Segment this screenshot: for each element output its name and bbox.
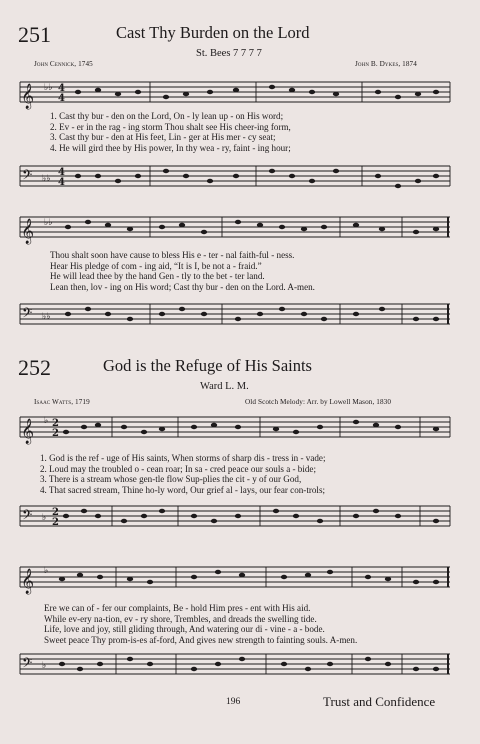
svg-text:𝄞: 𝄞 — [21, 569, 35, 594]
verse-line: Life, love and joy, still gliding through, And watering our di - vine - a - bode. — [44, 624, 325, 634]
verse-line: While ev-ery na-tion, ev - ry shore, Trembles, and dreads the swelling tide. — [44, 613, 317, 624]
verse-line: 2. Ev - er in the rag - ing storm Thou shalt see His cheer-ing form, — [50, 121, 291, 132]
music-staff-treble — [0, 405, 480, 449]
svg-text:𝄢: 𝄢 — [22, 655, 33, 674]
verse-lines — [50, 111, 291, 153]
music-staff-treble — [0, 555, 480, 599]
verse-line: 4. He will gird thee by His power, In thy wea - ry, faint - ing hour; — [50, 142, 291, 153]
svg-text:2: 2 — [52, 428, 59, 439]
svg-text:𝄞: 𝄞 — [21, 219, 35, 244]
music-staff-bass — [0, 648, 480, 688]
verse-lines — [40, 453, 325, 495]
music-staff-bass — [0, 160, 480, 200]
tune-name: Ward L. M. — [200, 381, 249, 392]
svg-text:♭♭: ♭♭ — [44, 218, 53, 228]
svg-text:2: 2 — [52, 517, 59, 528]
verse-line: 2. Loud may the troubled o - cean roar; In sa - cred peace our souls a - bide; — [40, 463, 316, 474]
svg-text:𝄢: 𝄢 — [22, 507, 33, 526]
section-title: Trust and Confidence — [323, 694, 436, 709]
svg-text:4: 4 — [58, 167, 65, 178]
svg-text:𝄞: 𝄞 — [21, 419, 35, 444]
composer-credit: John B. Dykes, 1874 — [355, 60, 417, 68]
verse-line: 1. Cast thy bur - den on the Lord, On - ly lean up - on His word; — [50, 111, 284, 121]
svg-text:𝄞: 𝄞 — [21, 84, 35, 109]
music-staff-treble — [0, 205, 480, 249]
svg-text:𝄢: 𝄢 — [22, 305, 33, 324]
svg-text:♭♭: ♭♭ — [44, 83, 53, 93]
verse-lines — [50, 250, 315, 292]
svg-text:♭: ♭ — [42, 513, 47, 523]
hymn-number: 252 — [18, 355, 51, 380]
verse-lines — [44, 603, 357, 645]
music-staff-bass — [0, 298, 480, 338]
svg-text:𝄢: 𝄢 — [22, 167, 33, 186]
svg-text:4: 4 — [58, 83, 65, 94]
verse-line: Ere we can of - fer our complaints, Be - hold Him pres - ent with His aid. — [44, 603, 311, 613]
hymn-title: Cast Thy Burden on the Lord — [116, 23, 310, 42]
tune-name: St. Bees 7 7 7 7 — [196, 48, 262, 59]
verse-line: 3. There is a stream whose gen-tle flow Sup-plies the cit - y of our God, — [40, 474, 302, 484]
verse-line: Lean then, lov - ing on His word; Cast thy bur - den on the Lord. A-men. — [50, 281, 315, 292]
svg-text:2: 2 — [52, 507, 59, 518]
page-number: 196 — [226, 697, 241, 707]
verse-line: 3. Cast thy bur - den at His feet, Lin - ger at His mer - cy seat; — [50, 132, 276, 142]
verse-line: He will lead thee by the hand Gen - tly to the bet - ter land. — [50, 271, 265, 281]
music-staff-bass — [0, 500, 480, 540]
verse-line: 1. God is the ref - uge of His saints, When storms of sharp dis - tress in - vade; — [40, 453, 326, 463]
svg-text:2: 2 — [52, 418, 59, 429]
svg-text:♭: ♭ — [44, 416, 49, 426]
verse-line: Thou shalt soon have cause to bless His e - ter - nal faith-ful - ness. — [50, 250, 295, 260]
svg-text:♭: ♭ — [44, 566, 49, 576]
hymn-title: God is the Refuge of His Saints — [103, 356, 312, 375]
hymn-number: 251 — [18, 22, 51, 47]
verse-line: Hear His pledge of com - ing aid, “It is I, be not a - fraid.” — [50, 260, 262, 271]
svg-text:♭♭: ♭♭ — [42, 174, 51, 184]
svg-text:♭: ♭ — [42, 661, 47, 671]
verse-line: Sweet peace Thy prom-is-es af-ford, And gives new strength to fainting souls. A-men. — [44, 634, 358, 645]
svg-text:♭♭: ♭♭ — [42, 312, 51, 322]
author-credit: John Cennick, 1745 — [34, 60, 93, 68]
svg-text:4: 4 — [58, 177, 65, 188]
svg-text:4: 4 — [58, 93, 65, 104]
verse-line: 4. That sacred stream, Thine ho-ly word, Our grief al - lays, our fear con-trols; — [40, 484, 326, 495]
author-credit: Isaac Watts, 1719 — [34, 398, 90, 406]
composer-credit: Old Scotch Melody: Arr. by Lowell Mason, 1830 — [245, 398, 392, 406]
